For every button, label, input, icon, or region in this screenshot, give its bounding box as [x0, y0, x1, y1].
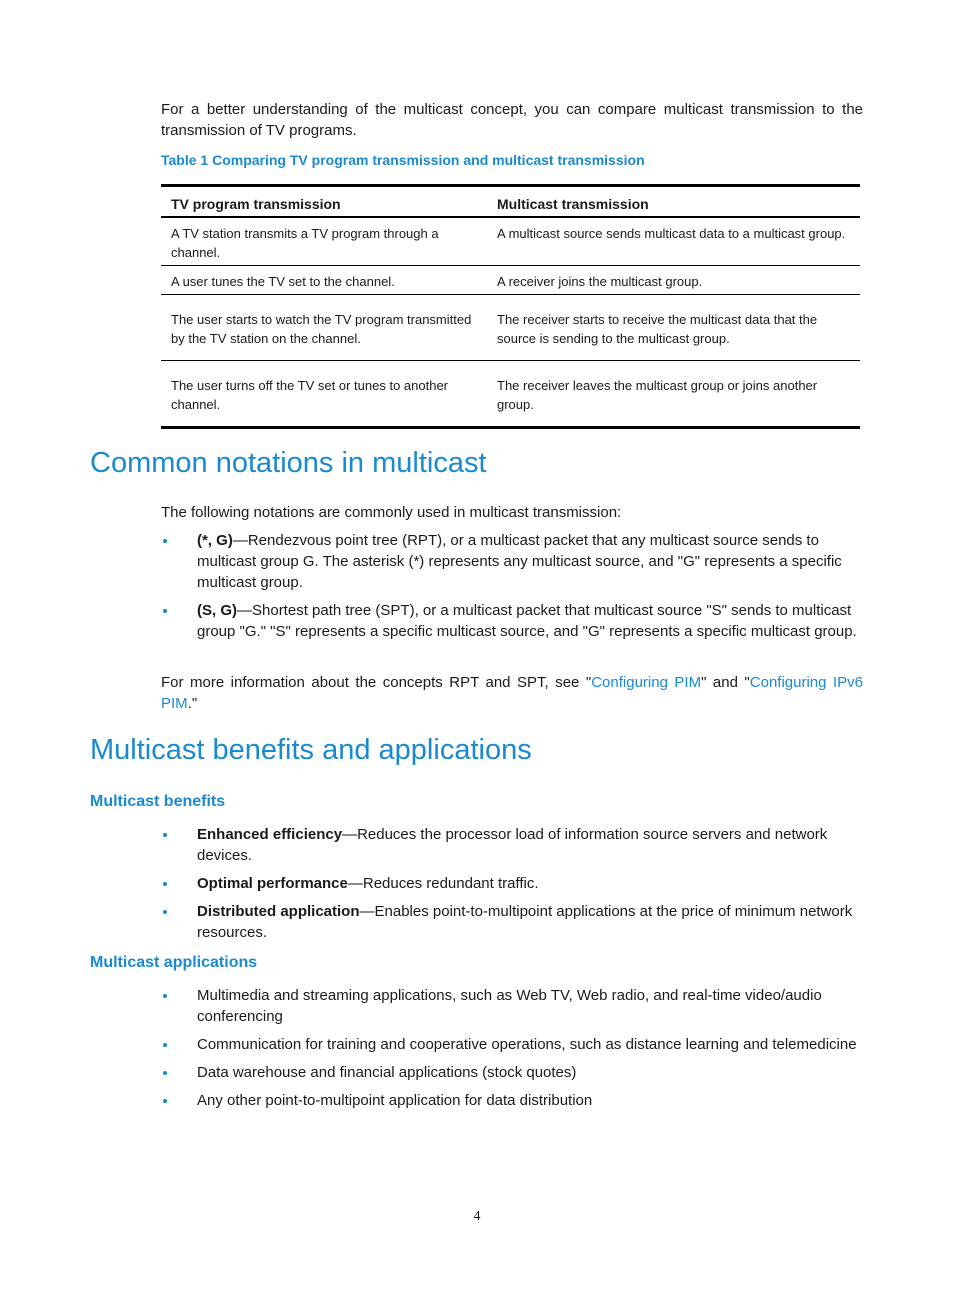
notations-lead: The following notations are commonly used in multicast transmission:	[161, 504, 622, 521]
table-cell: The receiver leaves the multicast group or joins another group.	[487, 361, 860, 428]
table-cell: A user tunes the TV set to the channel.	[161, 266, 487, 295]
table-cell: A receiver joins the multicast group.	[487, 266, 860, 295]
list-item-term: Enhanced efficiency	[197, 826, 343, 843]
page-number: 4	[473, 1209, 481, 1224]
list-item-text: —Reduces redundant traffic.	[347, 875, 539, 892]
list-item-term: (S, G)	[197, 602, 237, 619]
bullet-icon	[163, 882, 167, 886]
table-header-cell: TV program transmission	[161, 186, 487, 218]
table-caption: Table 1 Comparing TV program transmission and multicast transmission	[161, 152, 645, 168]
notations-list	[161, 530, 863, 649]
subheading-multicast-benefits: Multicast benefits	[90, 793, 226, 810]
comparison-table	[161, 184, 860, 429]
section-heading-benefits-applications: Multicast benefits and applications	[90, 734, 532, 766]
more-info-suffix: ."	[187, 695, 198, 712]
table-cell: The receiver starts to receive the multicast data that the source is sending to the multicast group.	[487, 295, 860, 361]
more-info-prefix: For more information about the concepts RPT and SPT, see "	[161, 674, 592, 691]
applications-list	[161, 985, 863, 1118]
bullet-icon	[163, 1043, 167, 1047]
bullet-icon	[163, 1071, 167, 1075]
list-item	[161, 530, 863, 593]
list-item-text: Any other point-to-multipoint application for data distribution	[197, 1092, 593, 1109]
bullet-icon	[163, 994, 167, 998]
table-row	[161, 361, 860, 428]
subheading-multicast-applications: Multicast applications	[90, 954, 258, 971]
list-item-text: —Shortest path tree (SPT), or a multicast packet that multicast source "S" sends to multicast group "G." "S" represents a specific multicast source, and "G" represents a specific multicast group.	[197, 602, 857, 640]
list-item	[161, 600, 863, 642]
table-cell: The user turns off the TV set or tunes to another channel.	[161, 361, 487, 428]
section-heading-common-notations: Common notations in multicast	[90, 447, 487, 479]
list-item	[161, 1062, 863, 1083]
table-cell: A TV station transmits a TV program through a channel.	[161, 217, 487, 266]
list-item	[161, 1090, 863, 1111]
intro-paragraph: For a better understanding of the multicast concept, you can compare multicast transmission to the transmission of TV programs.	[161, 101, 863, 139]
bullet-icon	[163, 833, 167, 837]
more-info-paragraph	[161, 672, 863, 714]
table-row	[161, 295, 860, 361]
list-item	[161, 1034, 863, 1055]
table-row	[161, 266, 860, 295]
list-item-text: Multimedia and streaming applications, such as Web TV, Web radio, and real-time video/audio conferencing	[197, 987, 822, 1025]
list-item	[161, 985, 863, 1027]
table-cell: The user starts to watch the TV program transmitted by the TV station on the channel.	[161, 295, 487, 361]
table-header-row	[161, 186, 860, 218]
benefits-list	[161, 824, 863, 950]
list-item-term: Distributed application	[197, 903, 360, 920]
configuring-pim-link[interactable]: Configuring PIM	[591, 674, 702, 691]
table-header-cell: Multicast transmission	[487, 186, 860, 218]
bullet-icon	[163, 1099, 167, 1103]
bullet-icon	[163, 539, 167, 543]
list-item-text: —Rendezvous point tree (RPT), or a multicast packet that any multicast source sends to multicast group G. The asterisk (*) represents any multicast source, and "G" represents a specific multicast group.	[197, 532, 842, 591]
more-info-mid: " and "	[701, 674, 750, 691]
list-item-text: —Reduces the processor load of information source servers and network devices.	[197, 826, 828, 864]
list-item-term: Optimal performance	[197, 875, 348, 892]
table-row	[161, 217, 860, 266]
list-item-text: Communication for training and cooperative operations, such as distance learning and telemedicine	[197, 1036, 857, 1053]
list-item-text: Data warehouse and financial applications (stock quotes)	[197, 1064, 577, 1081]
bullet-icon	[163, 910, 167, 914]
configuring-ipv6-pim-link[interactable]: Configuring IPv6 PIM	[161, 674, 863, 712]
list-item-text: —Enables point-to-multipoint applications at the price of minimum network resources.	[197, 903, 853, 941]
list-item	[161, 901, 863, 943]
list-item	[161, 824, 863, 866]
table-cell: A multicast source sends multicast data to a multicast group.	[487, 217, 860, 266]
list-item	[161, 873, 863, 894]
bullet-icon	[163, 609, 167, 613]
list-item-term: (*, G)	[197, 532, 233, 549]
